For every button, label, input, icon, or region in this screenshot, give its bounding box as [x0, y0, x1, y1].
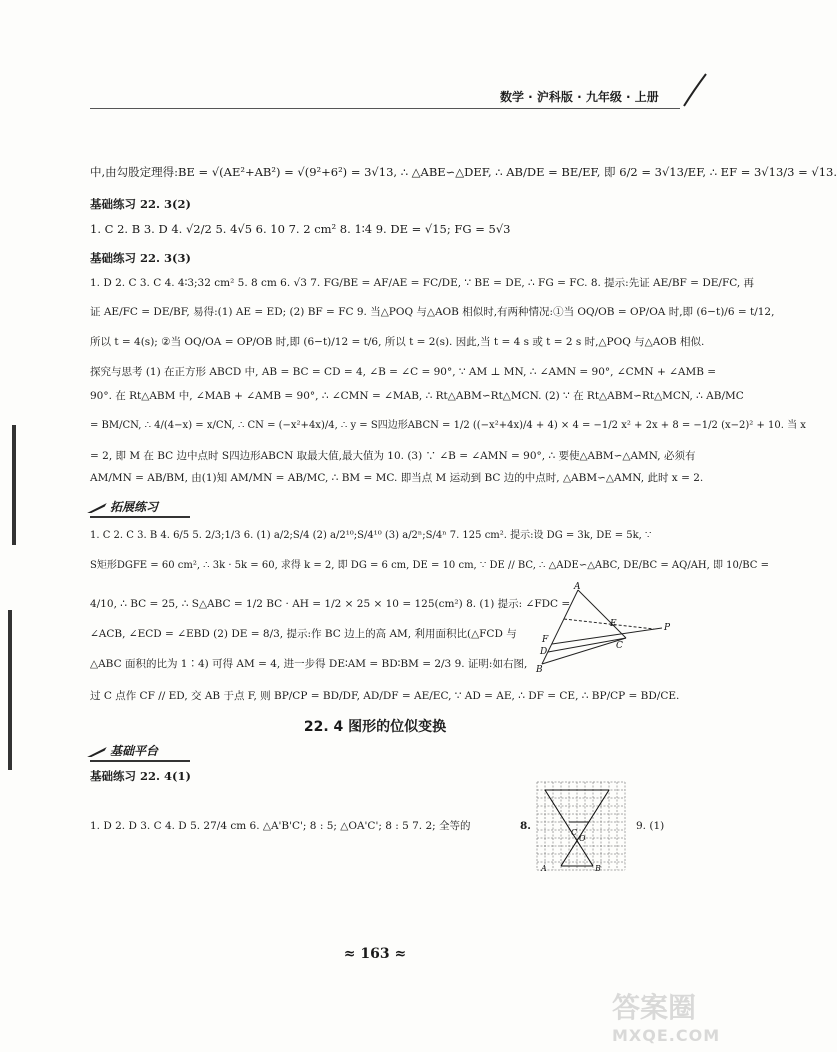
text-line: 90°. 在 Rt△ABM 中, ∠MAB + ∠AMB = 90°, ∴ ∠CMN = ∠MAB, ∴ Rt△ABM∽Rt△MCN. (2) ∵ 在 Rt△ABM∽Rt△MCN, ∴ AB/MC	[90, 390, 744, 402]
watermark-glyph: 答案圈	[612, 991, 697, 1024]
text-line: AM/MN = AB/BM, 由(1)知 AM/MN = AB/MC, ∴ BM = MC. 即当点 M 运动到 BC 边的中点时, △ABM∽△AMN, 此时 x = 2.	[90, 472, 704, 484]
grid-figure-similarity	[533, 778, 633, 874]
text-line: = 2, 即 M 在 BC 边中点时 S四边形ABCN 取最大值,最大值为 10. (3) ∵ ∠B = ∠AMN = 90°, ∴ 要使△ABM∽△AMN, 必须有	[90, 450, 696, 462]
grid-label-C: C	[571, 828, 578, 837]
text-line: 探究与思考 (1) 在正方形 ABCD 中, AB = BC = CD = 4, ∠B = ∠C = 90°, ∵ AM ⊥ MN, ∴ ∠AMN = 90°, ∠CMN + ∠AMB =	[90, 366, 717, 378]
running-header: 数学 · 沪科版 · 九年级 · 上册	[500, 90, 659, 104]
header-pen-icon	[680, 70, 710, 110]
text-line: 1. C 2. C 3. B 4. 6/5 5. 2/3;1/3 6. (1) a/2;S/4 (2) a/2¹⁰;S/4¹⁰ (3) a/2ⁿ;S/4ⁿ 7. 125 cm². 提示:设 DG = 3k, DE = 5k, ∵	[90, 530, 652, 541]
label-D: D	[540, 647, 548, 657]
grid-label-O: O	[579, 834, 586, 843]
wave-ornament-right: ≈	[394, 946, 407, 962]
section-title-expansion: 拓展练习	[90, 498, 158, 515]
binding-mark	[8, 610, 12, 770]
section-marker-icon	[87, 503, 107, 513]
section-heading: 基础练习 22. 4(1)	[90, 769, 191, 783]
section-underline	[90, 516, 190, 518]
text-line: 1. C 2. B 3. D 4. √2/2 5. 4√5 6. 10 7. 2 cm² 8. 1∶4 9. DE = √15; FG = 5√3	[90, 222, 511, 236]
text-line: 1. D 2. D 3. C 4. D 5. 27/4 cm 6. △A'B'C'; 8 : 5; △OA'C'; 8 : 5 7. 2; 全等的	[90, 820, 471, 832]
text-line: 所以 t = 4(s); ②当 OQ/OA = OP/OB 时,即 (6−t)/12 = t/6, 所以 t = 2(s). 因此,当 t = 4 s 或 t = 2 s 时,△POQ 与△AOB 相似.	[90, 336, 705, 348]
text-line: 证 AE/FC = DE/BF, 易得:(1) AE = ED; (2) BF = FC 9. 当△POQ 与△AOB 相似时,有两种情况:①当 OQ/OB = OP/OA 时,即 (6−t)/6 = t/12,	[90, 306, 775, 318]
text-line: △ABC 面积的比为 1∶4) 可得 AM = 4, 进一步得 DE∶AM = BD∶BM = 2/3 9. 证明:如右图,	[90, 658, 528, 670]
text-line: ∠ACB, ∠ECD = ∠EBD (2) DE = 8/3, 提示:作 BC 边上的高 AM, 利用面积比(△FCD 与	[90, 628, 517, 640]
text-line: = BM/CN, ∴ 4/(4−x) = x/CN, ∴ CN = (−x²+4x)/4, ∴ y = S四边形ABCN = 1/2 ((−x²+4x)/4 + 4) × 4 = −1/2 x² + 2x + 8 = −1/2 (x−2)² + 10. 当 x	[90, 420, 806, 431]
text-line: 8.	[520, 820, 531, 832]
watermark-logo	[612, 986, 742, 1046]
header-rule	[90, 108, 680, 109]
section-heading: 基础练习 22. 3(3)	[90, 251, 191, 265]
text-line: S矩形DGFE = 60 cm², ∴ 3k · 5k = 60, 求得 k = 2, 即 DG = 6 cm, DE = 10 cm, ∵ DE // BC, ∴ △ADE∽△ABC, DE/BC = AQ/AH, 即 10/BC =	[90, 560, 770, 571]
label-C: C	[616, 641, 623, 651]
binding-mark	[12, 425, 16, 545]
section-title-foundation: 基础平台	[90, 742, 158, 759]
text-line: 9. (1)	[636, 820, 665, 832]
page-number: ≈ 163 ≈	[343, 946, 407, 962]
text-line: 过 C 点作 CF // ED, 交 AB 于点 F, 则 BP/CP = BD/DF, AD/DF = AE/EC, ∵ AD = AE, ∴ DF = CE, ∴ BP/CP = BD/CE.	[90, 690, 680, 702]
watermark-text: MXQE.COM	[612, 1026, 721, 1045]
section-heading: 基础练习 22. 3(2)	[90, 197, 191, 211]
grid-label-B: B	[595, 864, 601, 873]
section-main-title: 22. 4 图形的位似变换	[303, 719, 447, 735]
wave-ornament-left: ≈	[343, 946, 356, 962]
section-marker-icon	[87, 747, 107, 757]
label-A: A	[574, 582, 581, 592]
label-P: P	[664, 623, 671, 633]
text-line: 1. D 2. C 3. C 4. 4∶3;32 cm² 5. 8 cm 6. √3 7. FG/BE = AF/AE = FC/DE, ∵ BE = DE, ∴ FG = FC. 8. 提示:先证 AE/BF = DE/FC, 再	[90, 277, 755, 289]
geometry-figure-triangle	[534, 582, 684, 674]
section-underline	[90, 760, 190, 762]
text-line: 中,由勾股定理得:BE = √(AE²+AB²) = √(9²+6²) = 3√13, ∴ △ABE∽△DEF, ∴ AB/DE = BE/EF, 即 6/2 = 3√13/EF, ∴ EF = 3√13/3 = √13.	[90, 165, 837, 179]
grid-label-A: A	[541, 864, 547, 873]
label-B: B	[536, 665, 543, 675]
text-line: 4/10, ∴ BC = 25, ∴ S△ABC = 1/2 BC · AH = 1/2 × 25 × 10 = 125(cm²) 8. (1) 提示: ∠FDC =	[90, 598, 571, 610]
label-F: F	[542, 635, 549, 645]
label-E: E	[610, 619, 617, 629]
